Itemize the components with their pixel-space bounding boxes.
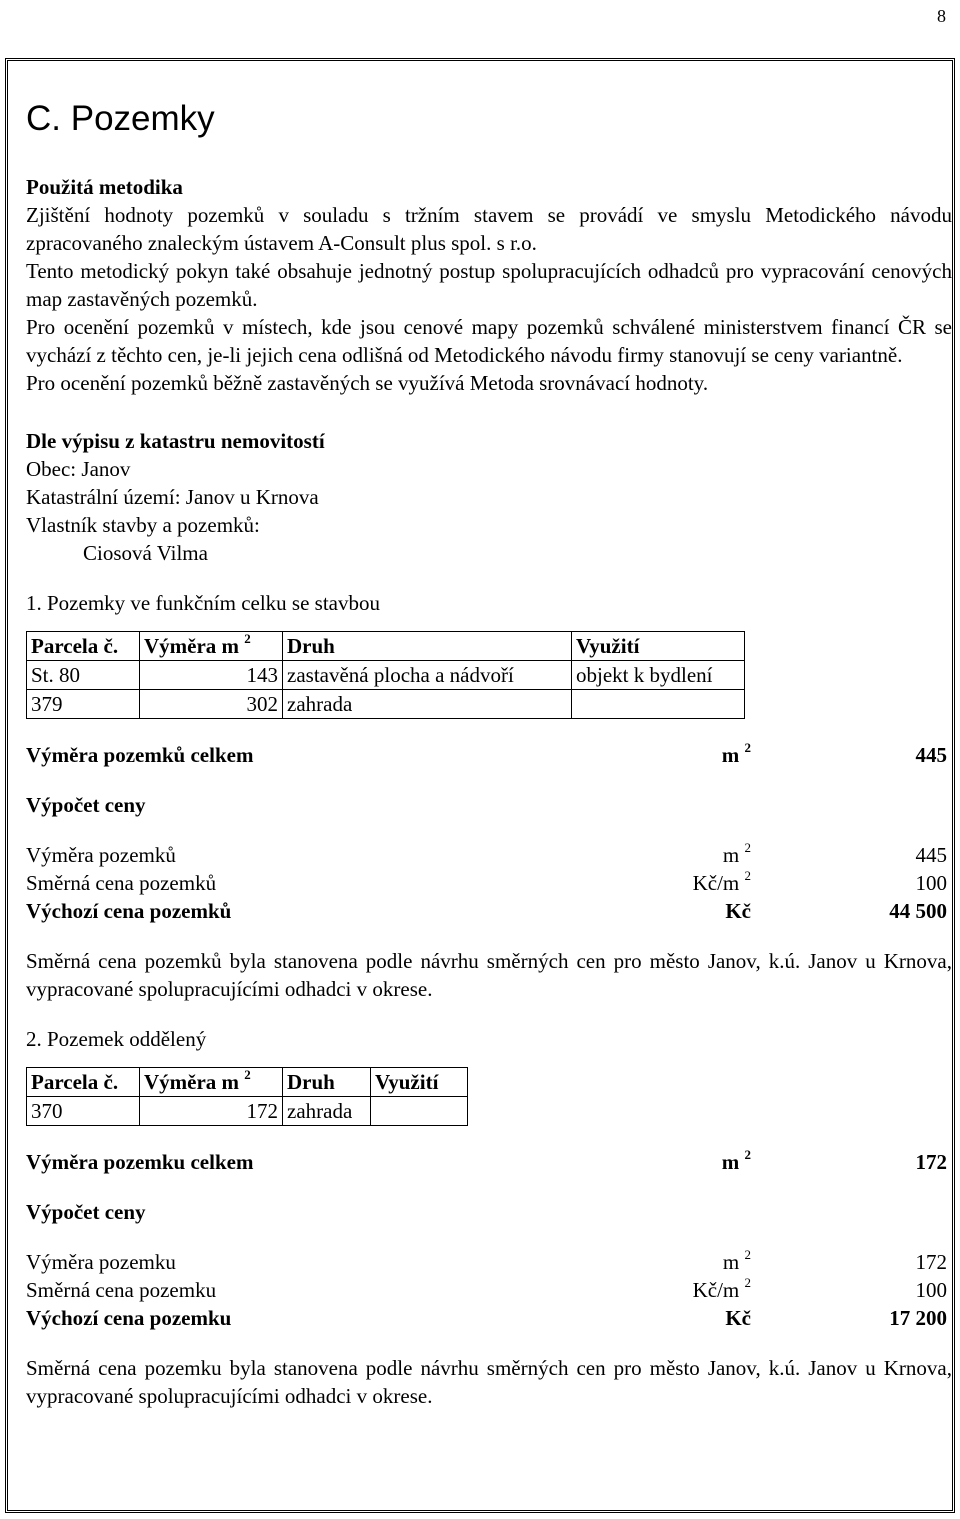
owner-name: Ciosová Vilma	[83, 541, 208, 565]
section-2	[26, 1025, 952, 1410]
cadastre-heading: Dle výpisu z katastru nemovitostí	[26, 429, 325, 453]
cadastre-section	[26, 427, 952, 567]
calc-row-area	[26, 841, 952, 869]
cell-druh: zastavěná plocha a nádvoří	[283, 661, 572, 690]
calc-heading: Výpočet ceny	[26, 1200, 146, 1224]
cell-vyuziti	[572, 690, 745, 719]
cell-parcela: 370	[27, 1097, 140, 1126]
methodology-section	[26, 173, 952, 397]
cadastral-area: Katastrální území: Janov u Krnova	[26, 485, 319, 509]
municipality: Obec: Janov	[26, 457, 131, 481]
calc-value: 17 200	[889, 1306, 947, 1330]
table-row	[27, 661, 745, 690]
calc-value: 172	[915, 1250, 947, 1274]
calc-label: Výchozí cena pozemku	[26, 1306, 232, 1330]
calc-label: Výměra pozemku	[26, 1250, 176, 1274]
col-druh: Druh	[283, 632, 572, 661]
col-parcela: Parcela č.	[27, 632, 140, 661]
section-1-title: 1. Pozemky ve funkčním celku se stavbou	[26, 591, 381, 615]
col-vyuziti: Využití	[572, 632, 745, 661]
total-area-label: Výměra pozemků celkem	[26, 743, 254, 767]
parcel-table-1	[26, 631, 745, 719]
calc-value: 100	[915, 871, 947, 895]
calc-unit: Kč/m $^2$	[692, 868, 751, 895]
section-1	[26, 589, 952, 1003]
table-row	[27, 690, 745, 719]
col-druh: Druh	[283, 1068, 371, 1097]
calc-label: Výměra pozemků	[26, 843, 176, 867]
methodology-paragraph-3: Pro ocenění pozemků v místech, kde jsou cenové mapy pozemků schválené ministerstvem financí ČR se vychází z těchto cen, je-li jejich cena odlišná od Metodického návodu firmy stanovují se ceny variantně.	[26, 315, 952, 367]
total-area-value: 445	[915, 743, 947, 767]
calc-label: Směrná cena pozemku	[26, 1278, 217, 1302]
cell-druh: zahrada	[283, 690, 572, 719]
cell-vymera: 172	[140, 1097, 283, 1126]
table-header-row	[27, 1068, 468, 1097]
total-area-unit: m $^2$	[721, 1147, 751, 1174]
owner-label: Vlastník stavby a pozemků:	[26, 513, 260, 537]
methodology-paragraph-4: Pro ocenění pozemků běžně zastavěných se využívá Metoda srovnávací hodnoty.	[26, 371, 709, 395]
calc-unit: m $^2$	[722, 1247, 751, 1274]
total-area-label: Výměra pozemku celkem	[26, 1150, 254, 1174]
total-area-unit: m $^2$	[721, 740, 751, 767]
calc-unit: m $^2$	[722, 840, 751, 867]
methodology-paragraph-2: Tento metodický pokyn také obsahuje jednotný postup spolupracujících odhadců pro vypracování cenových map zastavěných pozemků.	[26, 259, 952, 311]
page-content	[26, 99, 952, 1410]
calc-label: Směrná cena pozemků	[26, 871, 217, 895]
calc-label: Výchozí cena pozemků	[26, 899, 232, 923]
price-note: Směrná cena pozemku byla stanovena podle návrhu směrných cen pro město Janov, k.ú. Janov u Krnova, vypracované spolupracujícími odhadci v okrese.	[26, 1356, 952, 1408]
calc-row-base-price	[26, 897, 952, 925]
calc-row-area	[26, 1248, 952, 1276]
col-vyuziti: Využití	[371, 1068, 468, 1097]
total-area-value: 172	[915, 1150, 947, 1174]
col-vymera: Výměra m $^2$	[140, 1068, 283, 1097]
price-note: Směrná cena pozemků byla stanovena podle návrhu směrných cen pro město Janov, k.ú. Janov u Krnova, vypracované spolupracujícími odhadci v okrese.	[26, 949, 952, 1001]
parcel-table-2	[26, 1067, 468, 1126]
table-row	[27, 1097, 468, 1126]
cell-parcela: St. 80	[27, 661, 140, 690]
calc-row-base-price	[26, 1304, 952, 1332]
col-vymera: Výměra m $^2$	[140, 632, 283, 661]
calc-value: 445	[915, 843, 947, 867]
calc-row-unit-price	[26, 869, 952, 897]
total-area-row	[26, 741, 952, 769]
cell-vymera: 302	[140, 690, 283, 719]
section-2-title: 2. Pozemek oddělený	[26, 1027, 207, 1051]
cell-vymera: 143	[140, 661, 283, 690]
calc-row-unit-price	[26, 1276, 952, 1304]
col-parcela: Parcela č.	[27, 1068, 140, 1097]
total-area-row	[26, 1148, 952, 1176]
calc-unit: Kč	[725, 899, 751, 923]
page-number: 8	[937, 6, 946, 26]
calc-value: 100	[915, 1278, 947, 1302]
cell-vyuziti: objekt k bydlení	[572, 661, 745, 690]
page-frame	[5, 58, 955, 1513]
calc-heading: Výpočet ceny	[26, 793, 146, 817]
methodology-heading: Použitá metodika	[26, 175, 183, 199]
table-header-row	[27, 632, 745, 661]
methodology-paragraph-1: Zjištění hodnoty pozemků v souladu s tržním stavem se provádí ve smyslu Metodického návodu zpracovaného znaleckým ústavem A-Consult plus spol. s r.o.	[26, 203, 952, 255]
calc-unit: Kč/m $^2$	[692, 1275, 751, 1302]
cell-parcela: 379	[27, 690, 140, 719]
cell-druh: zahrada	[283, 1097, 371, 1126]
section-title: C. Pozemky	[26, 99, 215, 138]
calc-value: 44 500	[889, 899, 947, 923]
cell-vyuziti	[371, 1097, 468, 1126]
calc-unit: Kč	[725, 1306, 751, 1330]
